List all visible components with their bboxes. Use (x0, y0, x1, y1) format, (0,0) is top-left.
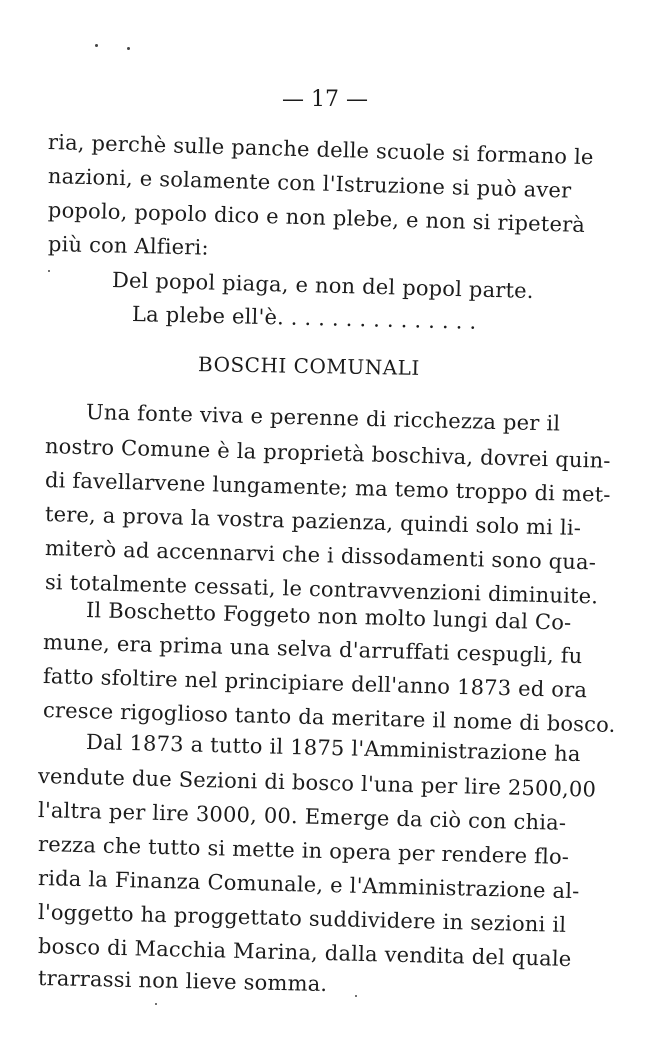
text-line: di favellarvene lungamente; ma temo troppo di met- (44, 468, 611, 507)
text-line: nazioni, e solamente con l'Istruzione si può aver (47, 164, 572, 203)
text-line: rida la Finanza Comunale, e l'Amministrazione al- (37, 866, 580, 904)
verse-line: Del popol piaga, e non del popol parte. (111, 268, 535, 304)
text-line: bosco di Macchia Marina, dalla vendita del quale (37, 934, 572, 972)
text-line: più con Alfieri: (47, 232, 210, 260)
text-line: Una fonte viva e perenne di ricchezza per il (85, 400, 561, 436)
text-line: l'altra per lire 3000, 00. Emerge da ciò con chia- (37, 798, 567, 835)
text-line: tere, a prova la vostra pazienza, quindi solo mi li- (44, 502, 582, 541)
text-line: ria, perchè sulle panche delle scuole si formano le (47, 130, 594, 170)
text-line: rezza che tutto si mette in opera per rendere flo- (37, 832, 570, 869)
text-line: miterò ad accennarvi che i dissodamenti sono qua- (44, 536, 597, 575)
text-line: trarrassi non lieve somma. (37, 966, 328, 997)
page-number: — 17 — (282, 87, 368, 112)
section-title: BOSCHI COMUNALI (197, 352, 421, 380)
ink-speck (355, 995, 357, 997)
ink-speck (155, 1003, 157, 1005)
text-line: cresce rigoglioso tanto da meritare il nome di bosco. (42, 698, 616, 737)
ink-speck (95, 44, 98, 47)
verse-line: La plebe ell'è. . . . . . . . . . . . . . . (131, 302, 477, 334)
ink-speck (48, 270, 50, 272)
text-line: l'oggetto ha proggettato suddividere in sezioni il (37, 900, 567, 937)
text-line: mune, era prima una selva d'arruffati cespugli, fu (42, 630, 583, 669)
text-line: si totalmente cessati, le contravvenzioni diminuite. (44, 570, 599, 609)
text-line: fatto sfoltire nel principiare dell'anno 1873 ed ora (42, 664, 588, 703)
text-line: vendute due Sezioni di bosco l'una per lire 2500,00 (37, 764, 597, 802)
text-line: nostro Comune è la proprietà boschiva, dovrei quin- (44, 434, 611, 473)
text-line: Il Boschetto Foggeto non molto lungi dal Co- (85, 598, 572, 635)
text-line: Dal 1873 a tutto il 1875 l'Amministrazione ha (85, 730, 581, 767)
text-line: popolo, popolo dico e non plebe, e non si ripeterà (47, 198, 586, 237)
ink-speck (127, 47, 130, 50)
